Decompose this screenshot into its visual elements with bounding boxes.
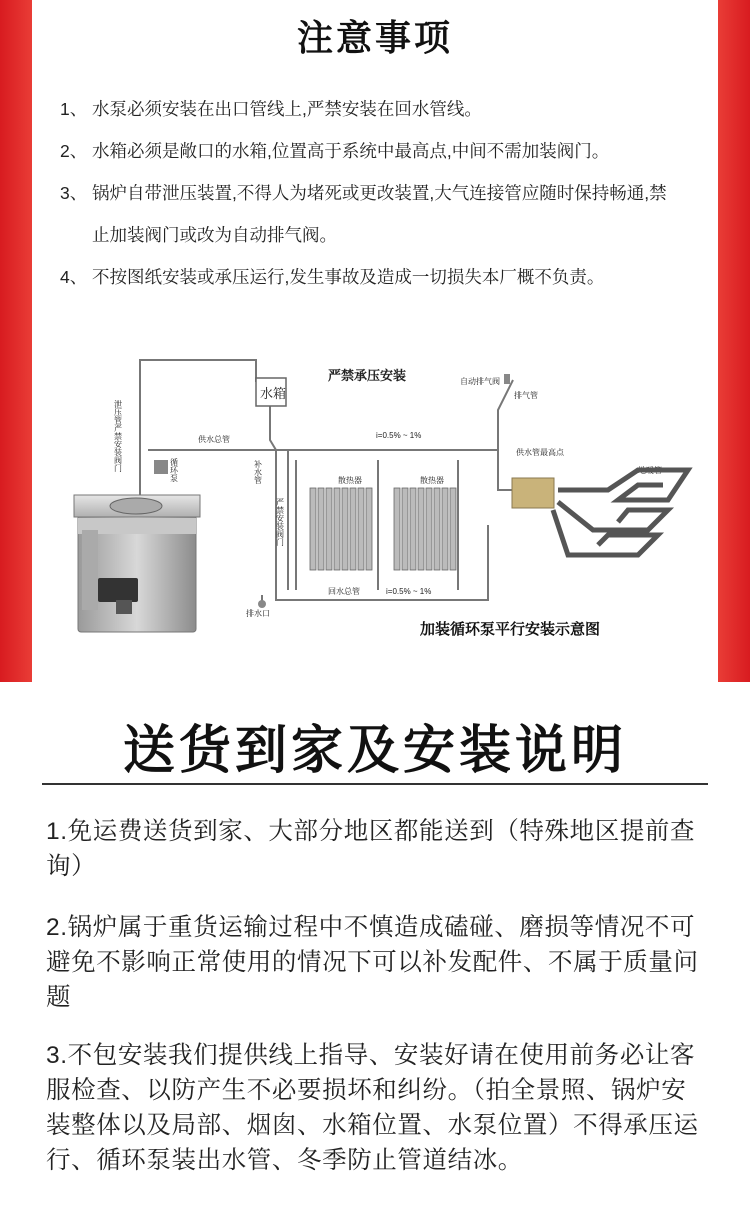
relief-pipe [140,360,256,500]
delivery-title: 送货到家及安装说明 [122,722,627,780]
return-main-label: 回水总管 [328,587,360,596]
radiator1-label: 散热器 [338,476,362,485]
boiler-icon [74,495,200,632]
radiator-1 [310,488,372,570]
notice-item-text: 不按图纸安装或承压运行,发生事故及造成一切损失本厂概不负责。 [92,267,605,287]
notice-list [60,88,700,298]
auto-vent-icon [504,374,510,384]
notice-item-number: 4、 [60,267,88,287]
notice-item-number: 2、 [60,141,88,161]
notice-item-number: 3、 [60,183,88,203]
water-tank-label: 水箱 [260,386,287,401]
slope-bottom-label: i=0.5% ~ 1% [386,587,432,596]
notice-item [60,130,700,172]
floor-pipe-label: 地暖管 [638,466,662,475]
installation-diagram [48,350,708,650]
notice-item [60,88,700,130]
circ-pump-icon [154,460,168,474]
radiator-2 [394,488,456,570]
drain-label: 排水口 [246,609,270,618]
tank-pipe-label: 严禁安装阀门 [275,498,285,546]
notice-item-number: 1、 [60,99,88,119]
supply-high-label: 供水管最高点 [516,448,564,457]
auto-vent-label: 自动排气阀 [460,377,500,386]
delivery-item: 1.免运费送货到家、大部分地区都能送到（特殊地区提前查询） [46,818,696,880]
circ-pump-label: 循环泵 [169,458,179,482]
no-pressure-label: 严禁承压安装 [328,368,407,383]
notice-item-text: 水箱必须是敞口的水箱,位置高于系统中最高点,中间不需加装阀门。 [92,141,610,161]
notice-item [60,256,700,298]
notice-item-text: 锅炉自带泄压装置,不得人为堵死或更改装置,大气连接管应随时保持畅通,禁止加装阀门或改为自动排气阀。 [92,183,667,245]
relief-pipe-label: 泄压管严禁安装阀门 [113,400,123,472]
supply-main-label: 供水总管 [198,435,230,444]
diagram-caption: 加装循环泵平行安装示意图 [420,621,601,638]
manifold-icon [512,478,554,508]
vent-pipe-label: 排气管 [514,391,538,400]
notice-title: 注意事项 [296,17,453,58]
makeup-pipe-label: 补水管 [253,460,263,484]
notice-item [60,172,682,256]
delivery-item: 3.不包安装我们提供线上指导、安装好请在使用前务必让客服检查、以防产生不必要损坏和纠纷。（拍全景照、锅炉安装整体以及局部、烟囱、水箱位置、水泵位置）不得承压运行、循环泵装出水管、冬季防止管道结冰。 [46,1042,699,1174]
floor-heating-coils [553,470,688,555]
slope-top-label: i=0.5% ~ 1% [376,431,422,440]
delivery-item: 2.锅炉属于重货运输过程中不慎造成磕碰、磨损等情况不可避免不影响正常使用的情况下可以补发配件、不属于质量问题 [46,914,699,1011]
divider [42,783,708,785]
boiler-door-icon [98,578,138,602]
notice-item-text: 水泵必须安装在出口管线上,严禁安装在回水管线。 [92,99,482,119]
radiator2-label: 散热器 [420,476,444,485]
drain-icon [258,600,266,608]
